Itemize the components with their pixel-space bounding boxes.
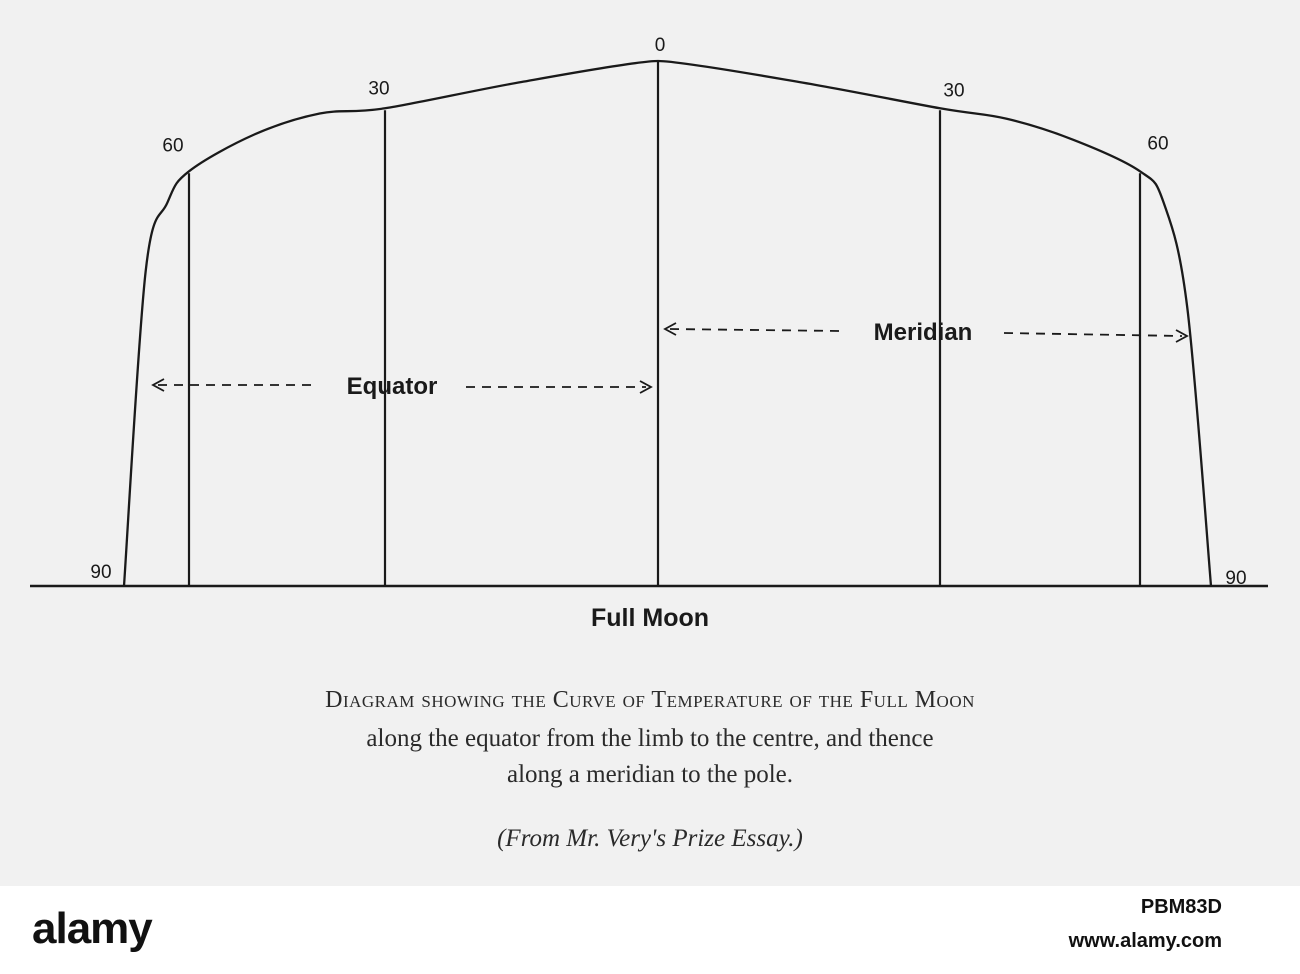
tick-label: 30 (368, 78, 390, 100)
stock-id: PBM83D (1140, 896, 1222, 918)
brand-logo: alamy (32, 904, 152, 953)
chart-title: Full Moon (590, 604, 710, 632)
meridian-label: Meridian (873, 319, 973, 346)
caption-source: (From Mr. Very's Prize Essay.) (497, 825, 803, 852)
tick-label: 90 (1225, 568, 1247, 589)
tick-label: 90 (90, 562, 112, 583)
site-url: www.alamy.com (1068, 930, 1222, 952)
tick-label: 30 (943, 80, 965, 102)
equator-label: Equator (346, 373, 438, 400)
tick-label: 60 (162, 135, 184, 157)
watermark-footer (0, 886, 1300, 974)
caption-line-3: along a meridian to the pole. (506, 761, 794, 788)
caption-line-2: along the equator from the limb to the centre, and thence (366, 725, 934, 752)
tick-label: 0 (654, 35, 666, 56)
temperature-curve (124, 61, 1211, 586)
caption-line-1: Diagram showing the Curve of Temperature of the Full Moon (325, 687, 975, 713)
tick-label: 60 (1147, 133, 1169, 155)
